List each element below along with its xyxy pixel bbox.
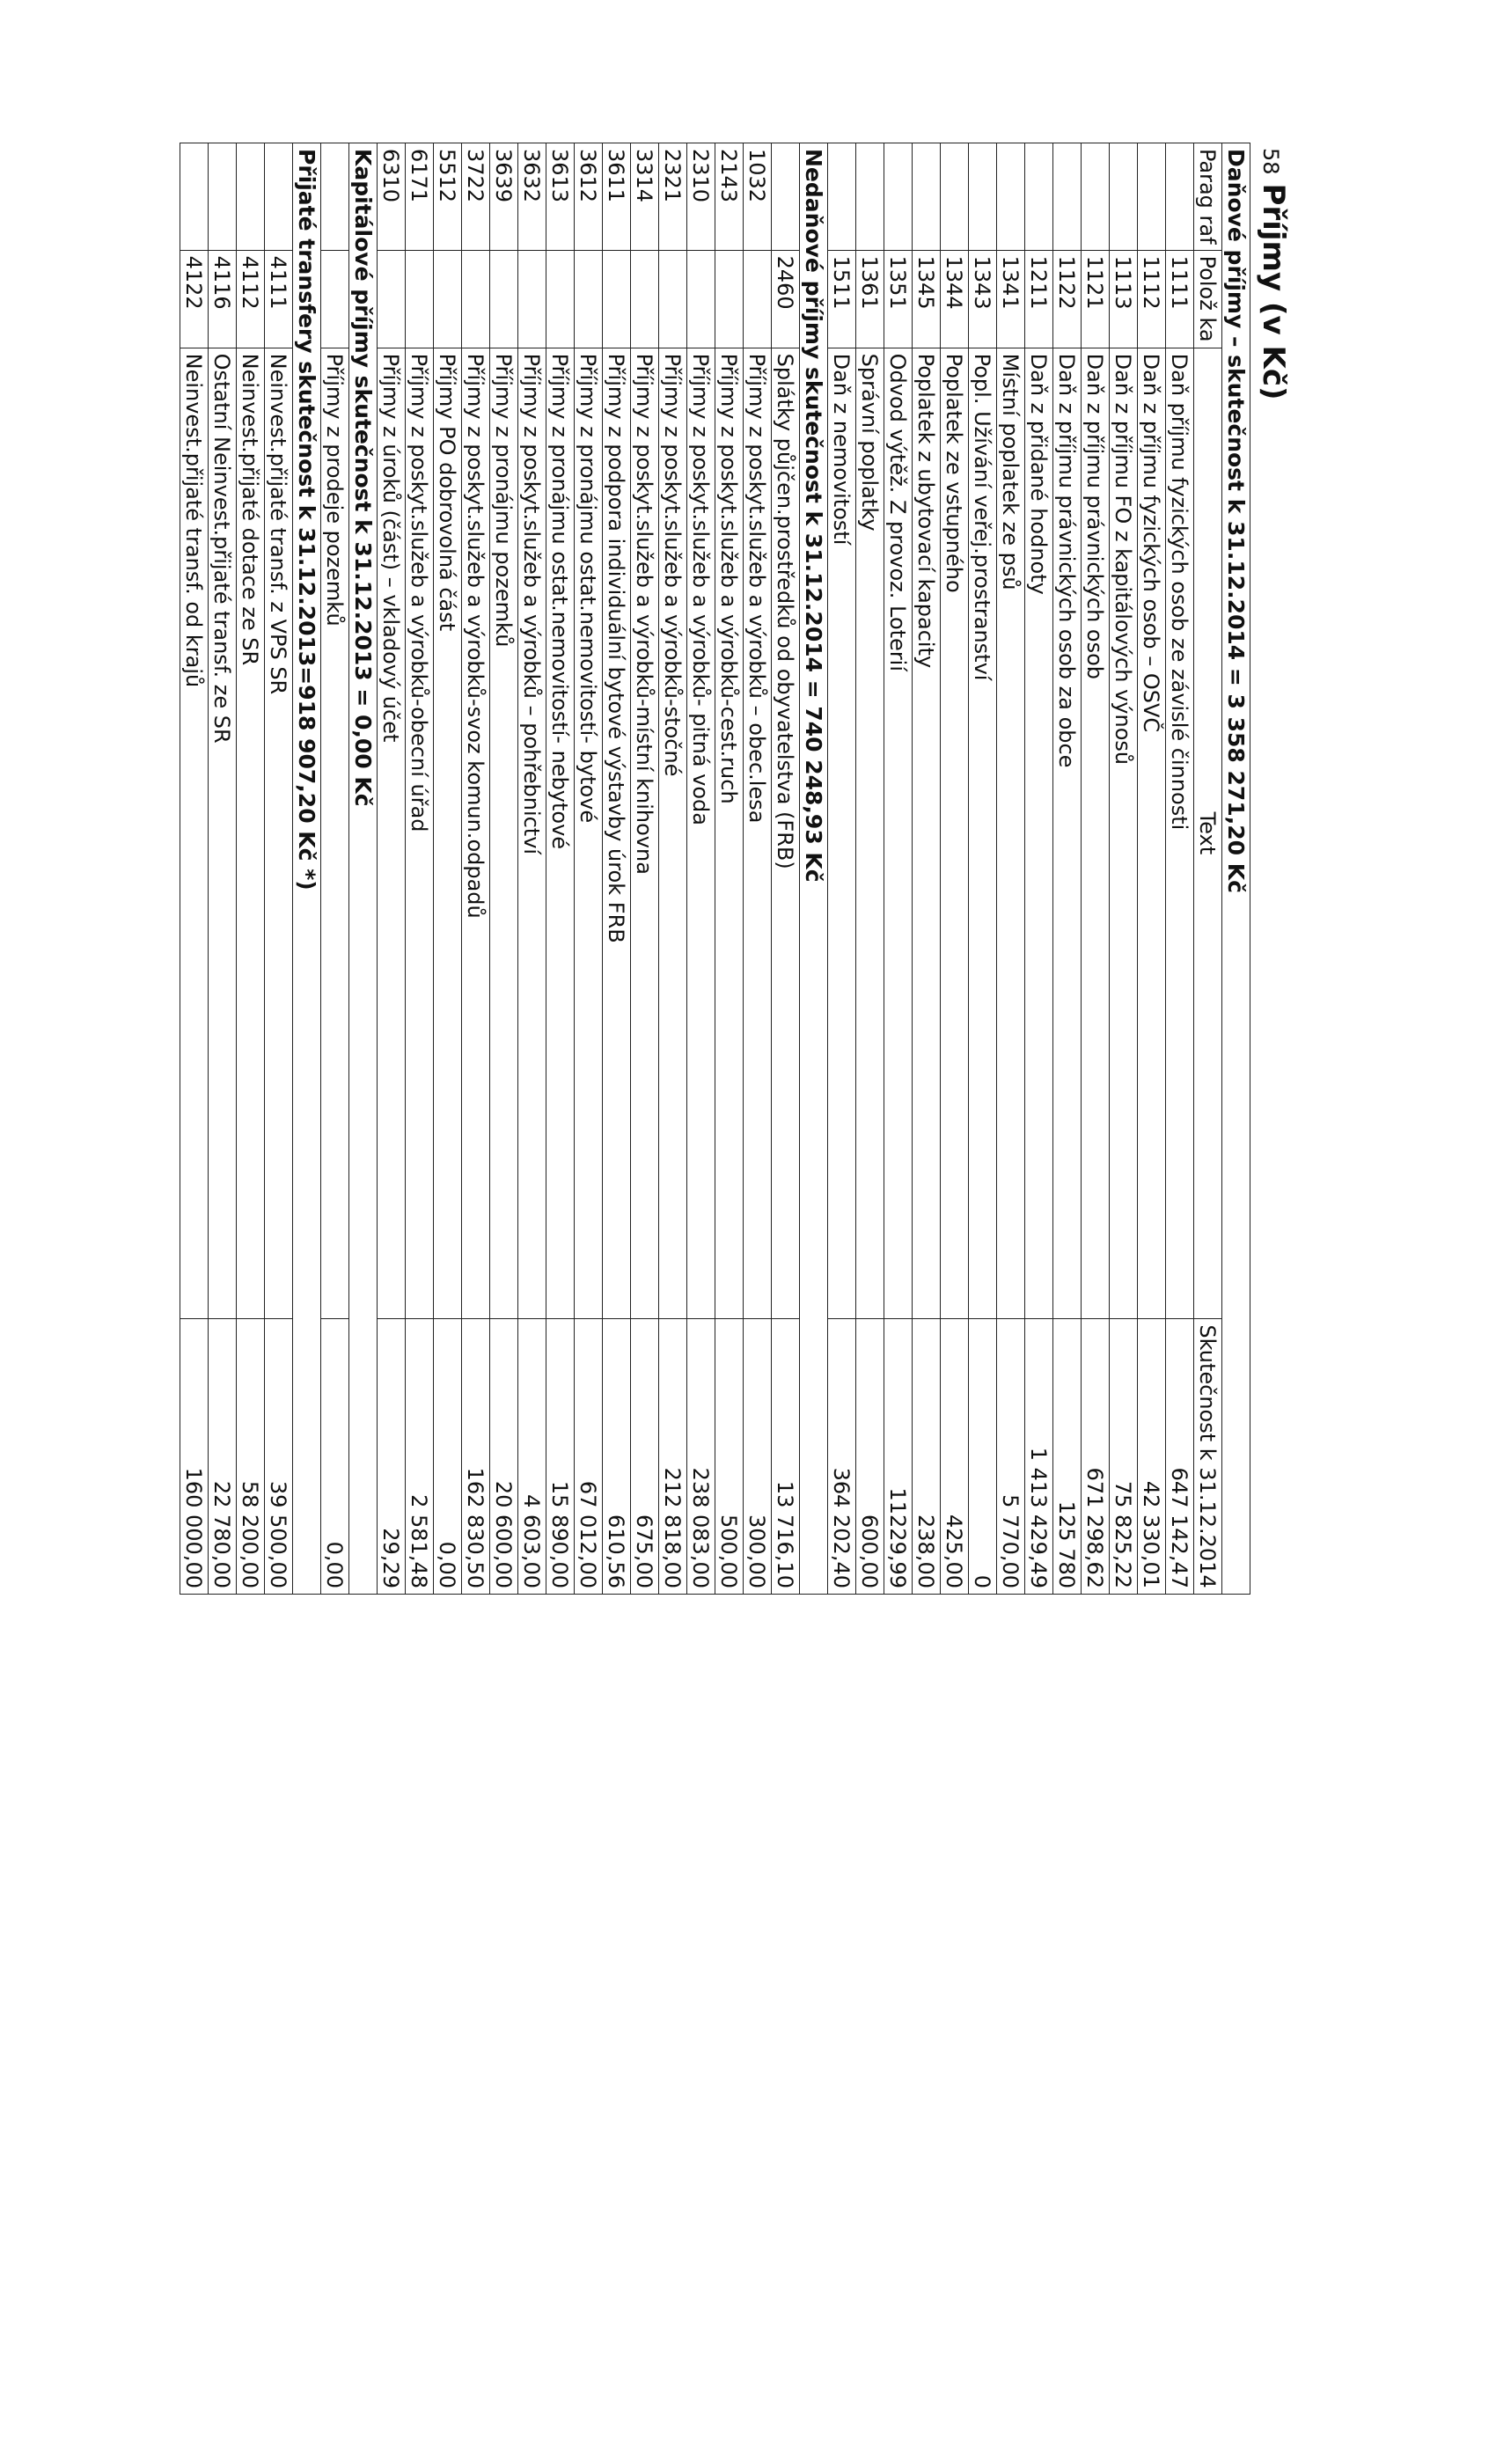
polozka-cell: 1341: [997, 250, 1025, 348]
paragraf-cell: 3632: [518, 143, 546, 251]
table-row: [180, 143, 209, 1595]
paragraf-cell: [969, 143, 997, 251]
polozka-cell: [546, 250, 575, 348]
table-row: [828, 143, 856, 1595]
polozka-cell: 1121: [1082, 250, 1110, 348]
paragraf-cell: [1053, 143, 1082, 251]
value-cell: 160 000,00: [180, 1319, 209, 1595]
value-cell: 600,00: [856, 1319, 884, 1595]
polozka-cell: 1351: [884, 250, 913, 348]
polozka-cell: [659, 250, 687, 348]
polozka-cell: [631, 250, 659, 348]
paragraf-cell: 3314: [631, 143, 659, 251]
value-cell: 238,00: [913, 1319, 941, 1595]
paragraf-cell: [1082, 143, 1110, 251]
polozka-cell: 1113: [1110, 250, 1138, 348]
value-cell: 13 716,10: [772, 1319, 800, 1595]
table-row: [378, 143, 406, 1595]
value-cell: 11229,99: [884, 1319, 913, 1595]
polozka-cell: [715, 250, 744, 348]
value-cell: 675,00: [631, 1319, 659, 1595]
value-cell: 610,56: [603, 1319, 631, 1595]
polozka-cell: 2460: [772, 250, 800, 348]
page-number: 58: [1258, 148, 1283, 175]
paragraf-cell: [828, 143, 856, 251]
paragraf-cell: [997, 143, 1025, 251]
paragraf-cell: 5512: [434, 143, 462, 251]
table-row: [687, 143, 715, 1595]
text-cell: Daň z přidané hodnoty: [1025, 348, 1053, 1318]
table-row: [715, 143, 744, 1595]
table-row: [997, 143, 1025, 1595]
paragraf-cell: 1032: [744, 143, 772, 251]
paragraf-cell: 2310: [687, 143, 715, 251]
polozka-cell: 1361: [856, 250, 884, 348]
value-cell: 212 818,00: [659, 1319, 687, 1595]
text-cell: Příjmy z podpora individuální bytové výstavby úrok FRB: [603, 348, 631, 1318]
polozka-cell: 1112: [1138, 250, 1166, 348]
table-row: [490, 143, 518, 1595]
polozka-cell: [434, 250, 462, 348]
paragraf-cell: [1110, 143, 1138, 251]
section-header-row: [800, 143, 828, 1595]
table-row: [913, 143, 941, 1595]
text-cell: Příjmy z pronájmu pozemků: [490, 348, 518, 1318]
paragraf-cell: [941, 143, 969, 251]
text-cell: Příjmy z poskyt.služeb a výrobků-obecní úřad: [406, 348, 434, 1318]
page-title: Příjmy (v Kč): [1256, 183, 1291, 400]
paragraf-cell: [265, 143, 293, 251]
section-title: Kapitálové příjmy skutečnost k 31.12.2013 = 0,00 Kč: [349, 143, 378, 1595]
value-cell: 15 890,00: [546, 1319, 575, 1595]
text-cell: Ostatní Neinvest.přijaté transf. ze SR: [209, 348, 237, 1318]
table-row: [209, 143, 237, 1595]
table-row: [321, 143, 349, 1595]
value-cell: 0,00: [321, 1319, 349, 1595]
paragraf-cell: 3639: [490, 143, 518, 251]
value-cell: 20 600,00: [490, 1319, 518, 1595]
revenue-table-body: [180, 143, 1250, 1595]
table-row: [1166, 143, 1194, 1595]
table-row: [1110, 143, 1138, 1595]
table-row: [744, 143, 772, 1595]
polozka-cell: [518, 250, 546, 348]
table-row: [631, 143, 659, 1595]
table-row: [406, 143, 434, 1595]
paragraf-cell: [209, 143, 237, 251]
table-row: [1138, 143, 1166, 1595]
polozka-cell: 1343: [969, 250, 997, 348]
column-header-text: Text: [1194, 348, 1222, 1318]
paragraf-cell: 3612: [575, 143, 603, 251]
polozka-cell: [744, 250, 772, 348]
value-cell: 125 780: [1053, 1319, 1082, 1595]
value-cell: 42 330,01: [1138, 1319, 1166, 1595]
text-cell: Příjmy z poskyt.služeb a výrobků- pitná voda: [687, 348, 715, 1318]
polozka-cell: 1122: [1053, 250, 1082, 348]
polozka-cell: [406, 250, 434, 348]
table-row: [434, 143, 462, 1595]
text-cell: Daň z příjmu fyzických osob – OSVČ: [1138, 348, 1166, 1318]
revenue-table: [180, 143, 1250, 1595]
table-row: [1025, 143, 1053, 1595]
value-cell: 238 083,00: [687, 1319, 715, 1595]
paragraf-cell: [1025, 143, 1053, 251]
text-cell: Příjmy z pronájmu ostat.nemovitostí- nebytové: [546, 348, 575, 1318]
value-cell: 2 581,48: [406, 1319, 434, 1595]
paragraf-cell: [884, 143, 913, 251]
value-cell: 300,00: [744, 1319, 772, 1595]
value-cell: 39 500,00: [265, 1319, 293, 1595]
table-row: [237, 143, 265, 1595]
table-row: [546, 143, 575, 1595]
table-row: [1053, 143, 1082, 1595]
value-cell: 1 413 429,49: [1025, 1319, 1053, 1595]
polozka-cell: 4122: [180, 250, 209, 348]
value-cell: 5 770,00: [997, 1319, 1025, 1595]
section-header-row: [293, 143, 321, 1595]
polozka-cell: [575, 250, 603, 348]
text-cell: Daň z příjmu FO z kapitálových výnosů: [1110, 348, 1138, 1318]
paragraf-cell: [1166, 143, 1194, 251]
text-cell: Daň z nemovitostí: [828, 348, 856, 1318]
value-cell: 29,29: [378, 1319, 406, 1595]
paragraf-cell: 2321: [659, 143, 687, 251]
polozka-cell: 1511: [828, 250, 856, 348]
value-cell: 671 298,62: [1082, 1319, 1110, 1595]
value-cell: 4 603,00: [518, 1319, 546, 1595]
text-cell: Příjmy z poskyt.služeb a výrobků – pohřebnictví: [518, 348, 546, 1318]
paragraf-cell: 3722: [462, 143, 490, 251]
value-cell: 22 780,00: [209, 1319, 237, 1595]
text-cell: Příjmy z poskyt.služeb a výrobků-stočné: [659, 348, 687, 1318]
paragraf-cell: [180, 143, 209, 251]
table-row: [1082, 143, 1110, 1595]
table-row: [603, 143, 631, 1595]
polozka-cell: [687, 250, 715, 348]
column-header-row: [1194, 143, 1222, 1595]
paragraf-cell: [237, 143, 265, 251]
paragraf-cell: [856, 143, 884, 251]
section-title: Daňové příjmy – skutečnost k 31.12.2014 = 3 358 271,20 Kč: [1222, 143, 1250, 1595]
text-cell: Příjmy z úroků (část) – vkladový účet: [378, 348, 406, 1318]
polozka-cell: 1345: [913, 250, 941, 348]
text-cell: Příjmy PO dobrovolná část: [434, 348, 462, 1318]
value-cell: 162 830,50: [462, 1319, 490, 1595]
table-row: [856, 143, 884, 1595]
section-title: Přijaté transfery skutečnost k 31.12.2013=918 907,20 Kč *): [293, 143, 321, 1595]
value-cell: 0: [969, 1319, 997, 1595]
table-row: [969, 143, 997, 1595]
value-cell: 647 142,47: [1166, 1319, 1194, 1595]
text-cell: Odvod výtěž. Z provoz. Loterií: [884, 348, 913, 1318]
polozka-cell: 4112: [237, 250, 265, 348]
text-cell: Příjmy z prodeje pozemků: [321, 348, 349, 1318]
column-header-polozka: Polož ka: [1194, 250, 1222, 348]
polozka-cell: 4111: [265, 250, 293, 348]
text-cell: Popl. Užívání veřej.prostranství: [969, 348, 997, 1318]
polozka-cell: 1344: [941, 250, 969, 348]
value-cell: 0,00: [434, 1319, 462, 1595]
rotated-page: [119, 123, 1298, 1619]
table-row: [884, 143, 913, 1595]
section-title: Nedaňové příjmy skutečnost k 31.12.2014 = 740 248,93 Kč: [800, 143, 828, 1595]
text-cell: Neinvest.přijaté transf. z VPS SR: [265, 348, 293, 1318]
section-header-row: [1222, 143, 1250, 1595]
polozka-cell: [603, 250, 631, 348]
value-cell: 425,00: [941, 1319, 969, 1595]
column-header-skutecnost: Skutečnost k 31.12.2014: [1194, 1319, 1222, 1595]
paragraf-cell: [1138, 143, 1166, 251]
polozka-cell: [321, 250, 349, 348]
paragraf-cell: 6310: [378, 143, 406, 251]
text-cell: Příjmy z pronájmu ostat.nemovitostí- bytové: [575, 348, 603, 1318]
column-header-paragraf: Parag raf: [1194, 143, 1222, 251]
polozka-cell: 1111: [1166, 250, 1194, 348]
text-cell: Daň z příjmu právnických osob za obce: [1053, 348, 1082, 1318]
paragraf-cell: [772, 143, 800, 251]
paragraf-cell: 6171: [406, 143, 434, 251]
paragraf-cell: [913, 143, 941, 251]
text-cell: Příjmy z poskyt.služeb a výrobků-místní knihovna: [631, 348, 659, 1318]
text-cell: Daň z příjmu právnických osob: [1082, 348, 1110, 1318]
table-row: [941, 143, 969, 1595]
polozka-cell: 1211: [1025, 250, 1053, 348]
polozka-cell: [462, 250, 490, 348]
text-cell: Splátky půjčen.prostředků od obyvatelstva (FRB): [772, 348, 800, 1318]
text-cell: Příjmy z poskyt.služeb a výrobků-cest.ruch: [715, 348, 744, 1318]
page-heading: [1256, 148, 1291, 400]
text-cell: Poplatek ze vstupného: [941, 348, 969, 1318]
value-cell: 500,00: [715, 1319, 744, 1595]
paragraf-cell: 3613: [546, 143, 575, 251]
table-row: [772, 143, 800, 1595]
text-cell: Neinvest.přijaté transf. od krajů: [180, 348, 209, 1318]
text-cell: Správní poplatky: [856, 348, 884, 1318]
table-row: [575, 143, 603, 1595]
paragraf-cell: 2143: [715, 143, 744, 251]
value-cell: 58 200,00: [237, 1319, 265, 1595]
value-cell: 67 012,00: [575, 1319, 603, 1595]
text-cell: Daň příjmu fyzických osob ze závislé činnosti: [1166, 348, 1194, 1318]
table-row: [265, 143, 293, 1595]
polozka-cell: [378, 250, 406, 348]
paragraf-cell: [321, 143, 349, 251]
section-header-row: [349, 143, 378, 1595]
text-cell: Místní poplatek ze psů: [997, 348, 1025, 1318]
text-cell: Příjmy z poskyt.služeb a výrobků – obec.lesa: [744, 348, 772, 1318]
value-cell: 364 202,40: [828, 1319, 856, 1595]
table-row: [462, 143, 490, 1595]
polozka-cell: [490, 250, 518, 348]
value-cell: 75 825,22: [1110, 1319, 1138, 1595]
table-row: [518, 143, 546, 1595]
text-cell: Neinvest.přijaté dotace ze SR: [237, 348, 265, 1318]
text-cell: Poplatek z ubytovací kapacity: [913, 348, 941, 1318]
polozka-cell: 4116: [209, 250, 237, 348]
text-cell: Příjmy z poskyt.služeb a výrobků-svoz komun.odpadů: [462, 348, 490, 1318]
table-row: [659, 143, 687, 1595]
paragraf-cell: 3611: [603, 143, 631, 251]
